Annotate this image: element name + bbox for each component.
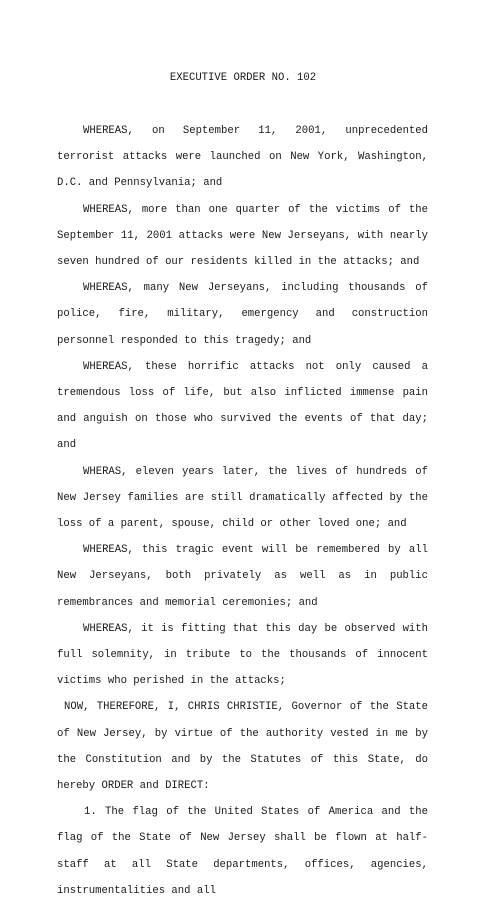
whereas-paragraph-families: WHERAS, eleven years later, the lives of hundreds of New Jersey families are still dramatically affected by the loss of a parent, spouse, child or other loved one; and (57, 465, 428, 531)
whereas-paragraph-remembrance: WHEREAS, this tragic event will be remembered by all New Jerseyans, both privately as well as in public remembrances and memorial ceremonies; and (57, 544, 428, 609)
document-body (57, 118, 428, 904)
whereas-paragraph-attacks: WHEREAS, on September 11, 2001, unprecedented terrorist attacks were launched on New York, Washington, D.C. and Pennsylvania; and (57, 125, 428, 190)
order-paragraph: NOW, THEREFORE, I, CHRIS CHRISTIE, Governor of the State of New Jersey, by virtue of the authority vested in me by the Constitution and by the Statutes of this State, do hereby ORDER and DIRECT: (57, 701, 428, 793)
document-title: EXECUTIVE ORDER NO. 102 (169, 72, 317, 84)
order-item-1: 1. The flag of the United States of America and the flag of the State of New Jersey shall be flown at half-staff at all State departments, offices, agencies, instrumentalities and all (57, 806, 428, 897)
whereas-paragraph-victims: WHEREAS, more than one quarter of the victims of the September 11, 2001 attacks were New Jerseyans, with nearly seven hundred of our residents killed in the attacks; and (57, 203, 428, 269)
whereas-paragraph-tribute: WHEREAS, it is fitting that this day be observed with full solemnity, in tribute to the thousands of innocent victims who perished in the attacks; (57, 622, 428, 688)
whereas-paragraph-loss: WHEREAS, these horrific attacks not only caused a tremendous loss of life, but also inflicted immense pain and anguish on those who survived the events of that day; and (57, 360, 428, 452)
whereas-paragraph-responders: WHEREAS, many New Jerseyans, including thousands of police, fire, military, emergency and construction personnel responded to this tragedy; and (57, 282, 428, 347)
